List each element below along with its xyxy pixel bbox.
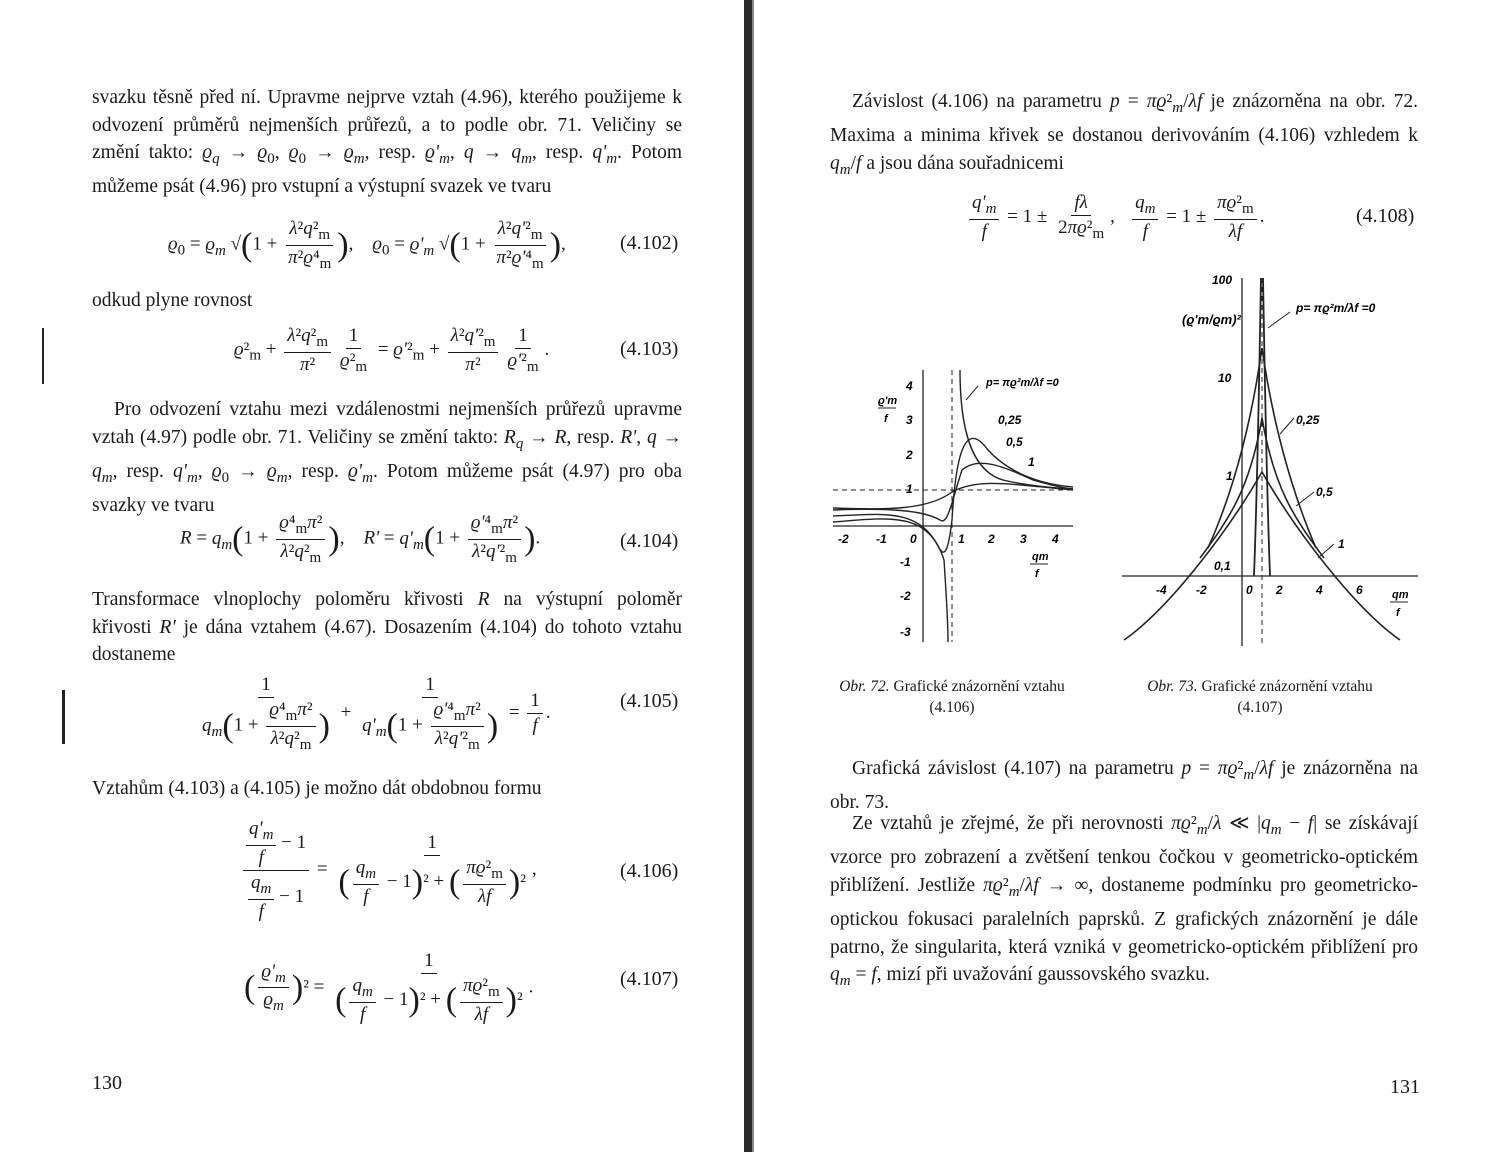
margin-mark	[42, 328, 44, 384]
fig73-xtick: 6	[1356, 583, 1363, 597]
fig72-caption-label: Obr. 72.	[839, 678, 890, 695]
fig73-ytick: 100	[1212, 273, 1233, 287]
fig73-label-p05: 0,5	[1316, 485, 1333, 499]
fig72-ytick: 1	[906, 482, 913, 496]
book-spine-edge	[752, 0, 754, 1152]
equation-4-105: 1 $q_m(1$ + $\frac{ϱ^4_m\pi^2}{\lambda^2q^2_m}$ ) + 1 $q'_m(1$ + $\frac{ϱ'^4_m\pi^2}{\lambda^2q'^2_m}$ ) = $\frac{1}{f}$ .	[202, 674, 551, 753]
fig72-ylabel-num: ϱ'm	[878, 395, 898, 407]
fig73-ylabel: (ϱ'm/ϱm)²	[1182, 312, 1241, 327]
fig72-xtick: -2	[838, 532, 849, 546]
equation-number: (4.104)	[620, 530, 679, 552]
fig72-curve-p025	[833, 438, 1073, 552]
fig72-xtick: -1	[876, 532, 887, 546]
fig73-xtick: -4	[1156, 583, 1167, 597]
equation-4-107: ( $\frac{ϱ'_m}{ϱ_m}$ )² = 1 ( $\frac{q_m}{f}$ − 1)² + ( $\frac{\pi ϱ^2_m}{\lambda f}$ )² .	[244, 950, 534, 1025]
page-number-left: 130	[92, 1072, 122, 1094]
fig72-ytick: 3	[906, 413, 913, 427]
equation-4-103: $ϱ^2_m$ + $\frac{\lambda^2q^2_m}{\text{π²}}$ $\frac{1}{ϱ^2_m}$ = $ϱ'^2_m$ + $\frac{\lambda^2q'^2_m}{\text{π²}}$ $\frac{1}{ϱ'^2_m}$ .	[234, 325, 550, 375]
fig73-label-p1-pointer	[1318, 544, 1334, 558]
equation-number: (4.106)	[620, 860, 679, 882]
right-para-3: Ze vztahů je zřejmé, že při nerovnosti $\pi ϱ^2_m/\lambda$ ≪ $|q_m - f|$ se získávají vzorce pro zobrazení a zvětšení tenkou čočkou v geometricko-optickém přiblížení. Jestliže $\pi ϱ^2_m/\lambda f$ → ∞, dostaneme podmínku pro geometricko-optickou fokusaci paralelních paprsků. Z grafických znázornění je dále patrno, že singularita, která vzniká v geometricko-optickém přiblížení pro $q_m = f$, mizí při uvažování gaussovského svazku.	[830, 813, 1418, 990]
equation-4-108: $\frac{q'_m}{f}$ = 1 ± $\frac{f\lambda}{2\pi ϱ^2_m}$ , $\frac{q_m}{f}$ = 1 ± $\frac{\pi ϱ^2_m}{\lambda f}$ .	[966, 192, 1264, 243]
fig73-label-p1: 1	[1338, 537, 1345, 551]
page-number-right: 131	[1390, 1076, 1420, 1098]
fig73-label-p0-pointer	[1268, 312, 1290, 328]
fig72-label-p0-pointer	[966, 386, 978, 400]
fig73-ytick: 10	[1218, 371, 1232, 385]
fig73-caption-label: Obr. 73.	[1147, 678, 1198, 695]
fig72-label-p025: 0,25	[998, 413, 1022, 427]
fig73-xlabel-den: f	[1396, 607, 1400, 619]
equation-number: (4.102)	[620, 232, 679, 254]
left-para-2: odkud plyne rovnost	[92, 290, 253, 311]
fig73-xtick: -2	[1196, 583, 1207, 597]
left-para-1: svazku těsně před ní. Upravme nejprve vztah (4.96), kterého použijeme k odvození průměrů nejmenších průřezů, a to podle obr. 71. Veličiny se změní takto: $ϱ_q \to ϱ_0$, $ϱ_0 \to ϱ_m$, resp. $ϱ'_m$, $q \to q_m$, resp. $q'_m$. Potom můžeme psát (4.96) pro vstupní a výstupní svazek ve tvaru	[92, 87, 682, 198]
fig72-xtick: 1	[958, 532, 965, 546]
fig72-xtick: 4	[1052, 532, 1059, 546]
fig72-label-p05: 0,5	[1006, 435, 1023, 449]
figure-72	[828, 360, 1078, 650]
equation-4-106: $\frac{q'_m}{f}$ − 1 $\frac{q_m}{f}$ − 1 = 1 ( $\frac{q_m}{f}$ − 1)² + ( $\frac{\pi ϱ^2_m}{\lambda f}$ )² ,	[240, 818, 537, 923]
fig72-xtick: 0	[910, 532, 917, 546]
margin-mark	[62, 690, 65, 744]
fig73-label-p05-pointer	[1296, 492, 1314, 506]
book-spine	[744, 0, 752, 1152]
fig72-label-p1: 1	[1028, 455, 1035, 469]
fig72-caption	[832, 676, 1072, 718]
figure-73	[1120, 268, 1420, 648]
fig72-xtick: 2	[988, 532, 995, 546]
right-para-1: Závislost (4.106) na parametru $p = \pi ϱ^2_m/\lambda f$ je znázorněna na obr. 72. Maxima a minima křivek se dostanou derivováním (4.106) vzhledem k $q_m/f$ a jsou dána souřadnicemi	[830, 91, 1418, 178]
fig73-label-p0: p= πϱ²m/λf =0	[1296, 301, 1376, 315]
fig72-ytick: 2	[906, 448, 913, 462]
fig73-caption-text: Grafické znázornění vztahu (4.107)	[1201, 678, 1373, 716]
fig73-ytick: 0,1	[1214, 559, 1231, 573]
fig72-label-p0: p= πϱ²m/λf =0	[986, 377, 1059, 389]
fig72-curve-p0	[833, 519, 948, 642]
fig73-caption	[1140, 676, 1380, 718]
equation-number: (4.107)	[620, 968, 679, 990]
equation-number: (4.103)	[620, 338, 679, 360]
left-para-3: Pro odvození vztahu mezi vzdálenostmi nejmenších průřezů upravme vztah (4.97) podle obr. 71. Veličiny se změní takto: $R_q \to R$, resp. R', $q \to q_m$, resp. $q'_m$, $ϱ_0 \to ϱ_m$, resp. $ϱ'_m$. Potom můžeme psát (4.97) pro oba svazky ve tvaru	[92, 399, 682, 517]
fig73-xtick: 2	[1276, 583, 1283, 597]
fig72-ytick: 4	[906, 379, 913, 393]
fig73-label-p025-pointer	[1280, 418, 1294, 434]
fig73-xtick: 0	[1246, 583, 1253, 597]
fig72-xlabel-den: f	[1035, 568, 1039, 580]
equation-4-102: $ϱ_0 = ϱ_m$ √(1 + $\frac{\lambda^2q^2_m}{\pi^2ϱ^4_m}$ ), $ϱ_0 = ϱ'_m$ √(1 + $\frac{\lambda^2q'^2_m}{\pi^2ϱ'^4_m}$ ),	[168, 218, 566, 272]
fig72-ytick: -2	[900, 589, 911, 603]
fig72-ylabel-den: f	[884, 413, 888, 425]
fig73-label-p025: 0,25	[1296, 413, 1320, 427]
right-para-2: Grafická závislost (4.107) na parametru $p = \pi ϱ^2_m/\lambda f$ je znázorněna na obr. 73.	[830, 758, 1419, 814]
fig73-xlabel-num: qm	[1392, 589, 1409, 601]
fig72-xlabel-num: qm	[1032, 551, 1049, 563]
fig72-ytick: -3	[900, 625, 911, 639]
fig72-ytick: -1	[900, 555, 911, 569]
left-para-5: Vztahům (4.103) a (4.105) je možno dát obdobnou formu	[92, 778, 542, 799]
equation-number: (4.108)	[1356, 205, 1415, 227]
fig73-ytick: 1	[1226, 469, 1233, 483]
fig72-xtick: 3	[1020, 532, 1027, 546]
fig72-caption-text: Grafické znázornění vztahu (4.106)	[893, 678, 1065, 716]
fig73-xtick: 4	[1316, 583, 1323, 597]
left-para-4: Transformace vlnoplochy poloměru křivosti R na výstupní poloměr křivosti R' je dána vztahem (4.67). Dosazením (4.104) do tohoto vztahu dostaneme	[92, 589, 682, 665]
equation-4-104: $R = q_m(1$ + $\frac{ϱ^4_m\pi^2}{\lambda^2q^2_m}$ ), $R' = q'_m(1$ + $\frac{ϱ'^4_m\pi^2}{\lambda^2q'^2_m}$ ).	[180, 512, 541, 566]
equation-number: (4.105)	[620, 690, 679, 712]
